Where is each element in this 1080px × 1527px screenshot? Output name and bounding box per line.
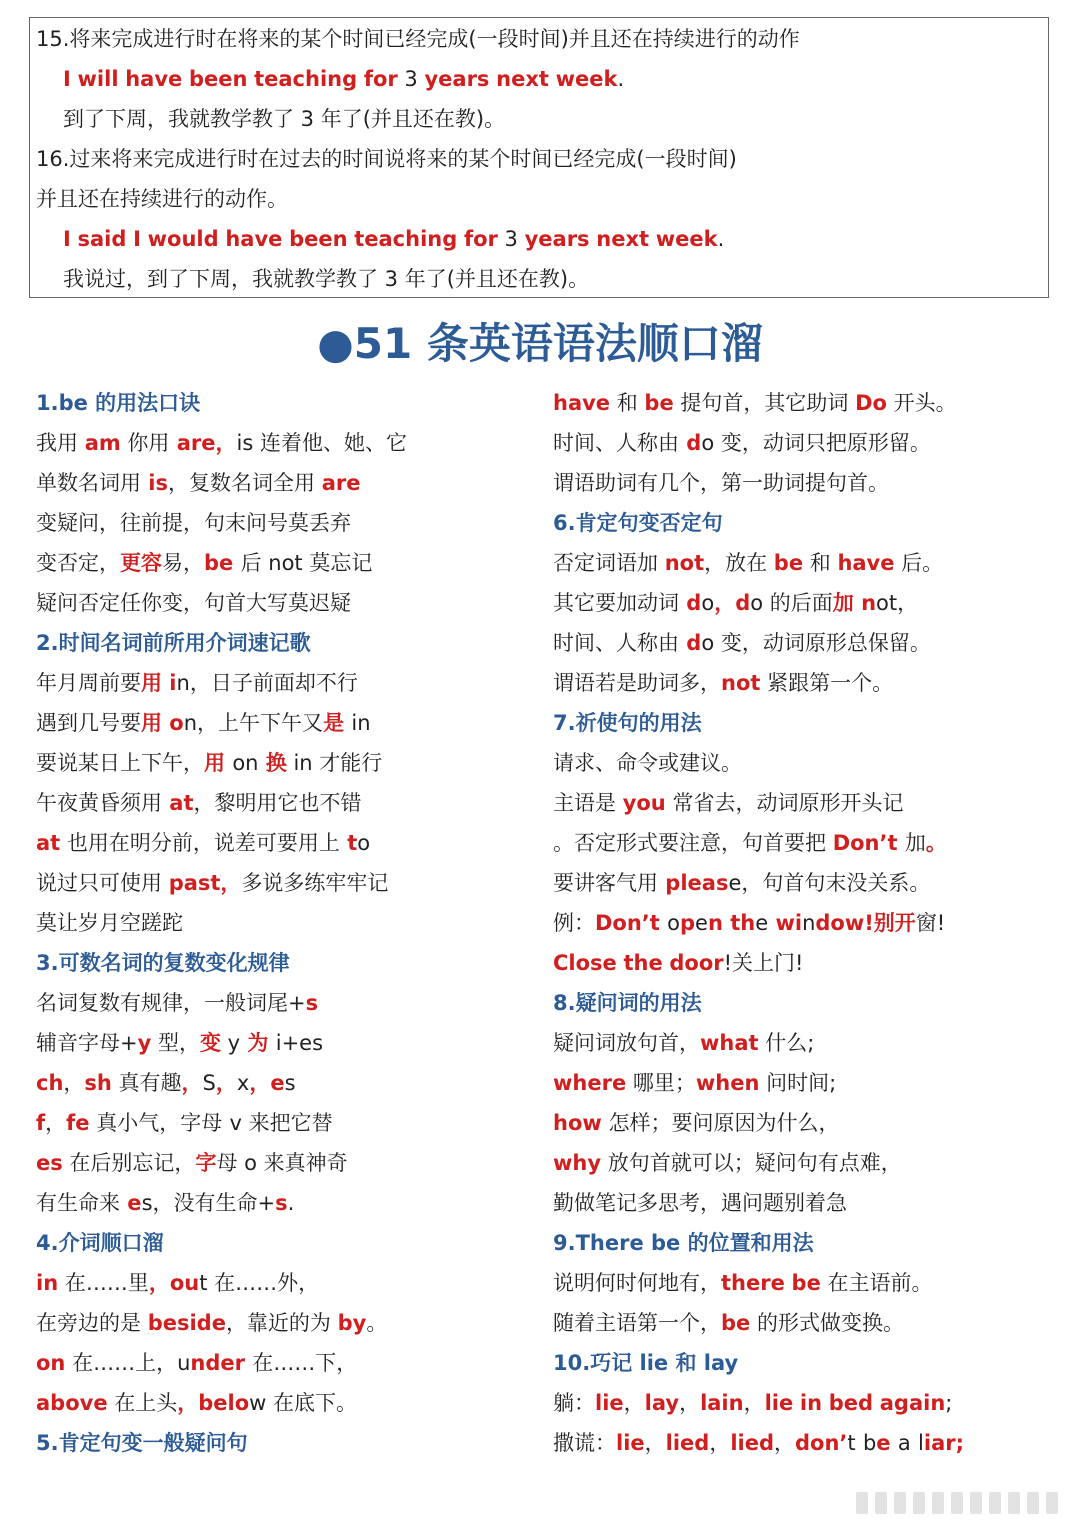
rhyme-line: 要说某日上下午，用 on 换 in 才能行 bbox=[36, 751, 383, 775]
section-heading: 10.巧记 lie 和 lay bbox=[553, 1351, 739, 1375]
rhyme-line: above 在上头，below 在底下。 bbox=[36, 1391, 358, 1415]
rhyme-line: 躺：lie，lay，lain，lie in bed again; bbox=[553, 1391, 953, 1415]
rhyme-line: in 在……里，out 在……外， bbox=[36, 1271, 320, 1295]
rhyme-line: how 怎样；要问原因为什么， bbox=[553, 1111, 840, 1135]
rhyme-line: 说过只可使用 past，多说多练牢牢记 bbox=[36, 871, 389, 895]
rhyme-line: on 在……上，under 在……下， bbox=[36, 1351, 358, 1375]
rhyme-line: 疑问否定任你变，句首大写莫迟疑 bbox=[36, 591, 351, 615]
rhyme-line: 时间、人称由 do 变，动词原形总保留。 bbox=[553, 631, 931, 655]
rhyme-line: Close the door!关上门! bbox=[553, 951, 804, 975]
rhyme-line: 遇到几号要用 on，上午下午又是 in bbox=[36, 711, 371, 735]
rhyme-line: 有生命来 es，没有生命+s. bbox=[36, 1191, 295, 1215]
rhyme-line: 单数名词用 is，复数名词全用 are bbox=[36, 471, 361, 495]
rhyme-line: 请求、命令或建议。 bbox=[553, 751, 742, 775]
box-line: 并且还在持续进行的动作。 bbox=[36, 187, 288, 211]
box-line: I said I would have been teaching for 3 years next week. bbox=[63, 227, 725, 251]
page-title: ●51 条英语语法顺口溜 bbox=[317, 319, 763, 368]
rhyme-line: 要讲客气用 please，句首句末没关系。 bbox=[553, 871, 931, 895]
rhyme-line: 随着主语第一个，be 的形式做变换。 bbox=[553, 1311, 904, 1335]
box-line: 16.过来将来完成进行时在过去的时间说将来的某个时间已经完成(一段时间) bbox=[36, 147, 737, 171]
rhyme-line: 莫让岁月空蹉跎 bbox=[36, 911, 183, 935]
section-heading: 4.介词顺口溜 bbox=[36, 1231, 164, 1255]
rhyme-line: 时间、人称由 do 变，动词只把原形留。 bbox=[553, 431, 931, 455]
section-heading: 3.可数名词的复数变化规律 bbox=[36, 951, 290, 975]
rhyme-line: at 也用在明分前，说差可要用上 to bbox=[36, 831, 371, 855]
rhyme-line: 说明何时何地有，there be 在主语前。 bbox=[553, 1271, 933, 1295]
section-heading: 8.疑问词的用法 bbox=[553, 991, 702, 1015]
rhyme-line: 变疑问，往前提，句末问号莫丢弃 bbox=[36, 511, 351, 535]
rhyme-line: f，fe 真小气，字母 v 来把它替 bbox=[36, 1111, 333, 1135]
section-heading: 7.祈使句的用法 bbox=[553, 711, 702, 735]
rhyme-line: 变否定，更容易，be 后 not 莫忘记 bbox=[36, 551, 373, 575]
rhyme-line: 名词复数有规律，一般词尾+s bbox=[36, 991, 319, 1015]
rhyme-line: es 在后别忘记，字母 o 来真神奇 bbox=[36, 1151, 348, 1175]
rhyme-line: 其它要加动词 do，do 的后面加 not， bbox=[553, 591, 919, 615]
rhyme-line: 在旁边的是 beside，靠近的为 by。 bbox=[36, 1311, 388, 1335]
section-heading: 1.be 的用法口诀 bbox=[36, 391, 201, 415]
rhyme-line: 撒谎：lie，lied，lied，don’t be a liar; bbox=[553, 1431, 964, 1455]
rhyme-line: 例：Don’t open the window!别开窗! bbox=[553, 911, 946, 935]
box-line: 到了下周，我就教学教了 3 年了(并且还在教)。 bbox=[63, 107, 506, 131]
rhyme-line: why 放句首就可以；疑问句有点难， bbox=[553, 1151, 902, 1175]
rhyme-line: 我用 am 你用 are，is 连着他、她、它 bbox=[36, 431, 407, 455]
rhyme-line: 勤做笔记多思考，遇问题别着急 bbox=[553, 1191, 847, 1215]
rhyme-line: 谓语若是助词多，not 紧跟第一个。 bbox=[553, 671, 894, 695]
section-heading: 5.肯定句变一般疑问句 bbox=[36, 1431, 248, 1455]
box-line: 15.将来完成进行时在将来的某个时间已经完成(一段时间)并且还在持续进行的动作 bbox=[36, 27, 800, 51]
section-heading: 6.肯定句变否定句 bbox=[553, 511, 723, 535]
box-line: 我说过，到了下周，我就教学教了 3 年了(并且还在教)。 bbox=[63, 267, 590, 291]
section-heading: 2.时间名词前所用介词速记歌 bbox=[36, 631, 311, 655]
box-line: I will have been teaching for 3 years next week. bbox=[63, 67, 625, 91]
rhyme-line: ch，sh 真有趣，S，x，es bbox=[36, 1071, 296, 1095]
rhyme-line: 疑问词放句首，what 什么; bbox=[553, 1031, 815, 1055]
left-column bbox=[36, 387, 407, 1467]
rhyme-line: 。否定形式要注意，句首要把 Don’t 加。 bbox=[553, 831, 947, 855]
right-column bbox=[553, 387, 964, 1467]
rhyme-line: have 和 be 提句首，其它助词 Do 开头。 bbox=[553, 391, 957, 415]
rhyme-line: 谓语助词有几个，第一助词提句首。 bbox=[553, 471, 889, 495]
rhyme-line: 辅音字母+y 型，变 y 为 i+es bbox=[36, 1031, 324, 1055]
rhyme-line: 年月周前要用 in，日子前面却不行 bbox=[36, 671, 358, 695]
rhyme-line: 主语是 you 常省去，动词原形开头记 bbox=[553, 791, 904, 815]
rhyme-line: where 哪里；when 问时间; bbox=[553, 1071, 837, 1095]
watermark bbox=[856, 1492, 1058, 1514]
rhyme-line: 午夜黄昏须用 at，黎明用它也不错 bbox=[36, 791, 362, 815]
section-heading: 9.There be 的位置和用法 bbox=[553, 1231, 814, 1255]
rhyme-line: 否定词语加 not，放在 be 和 have 后。 bbox=[553, 551, 944, 575]
